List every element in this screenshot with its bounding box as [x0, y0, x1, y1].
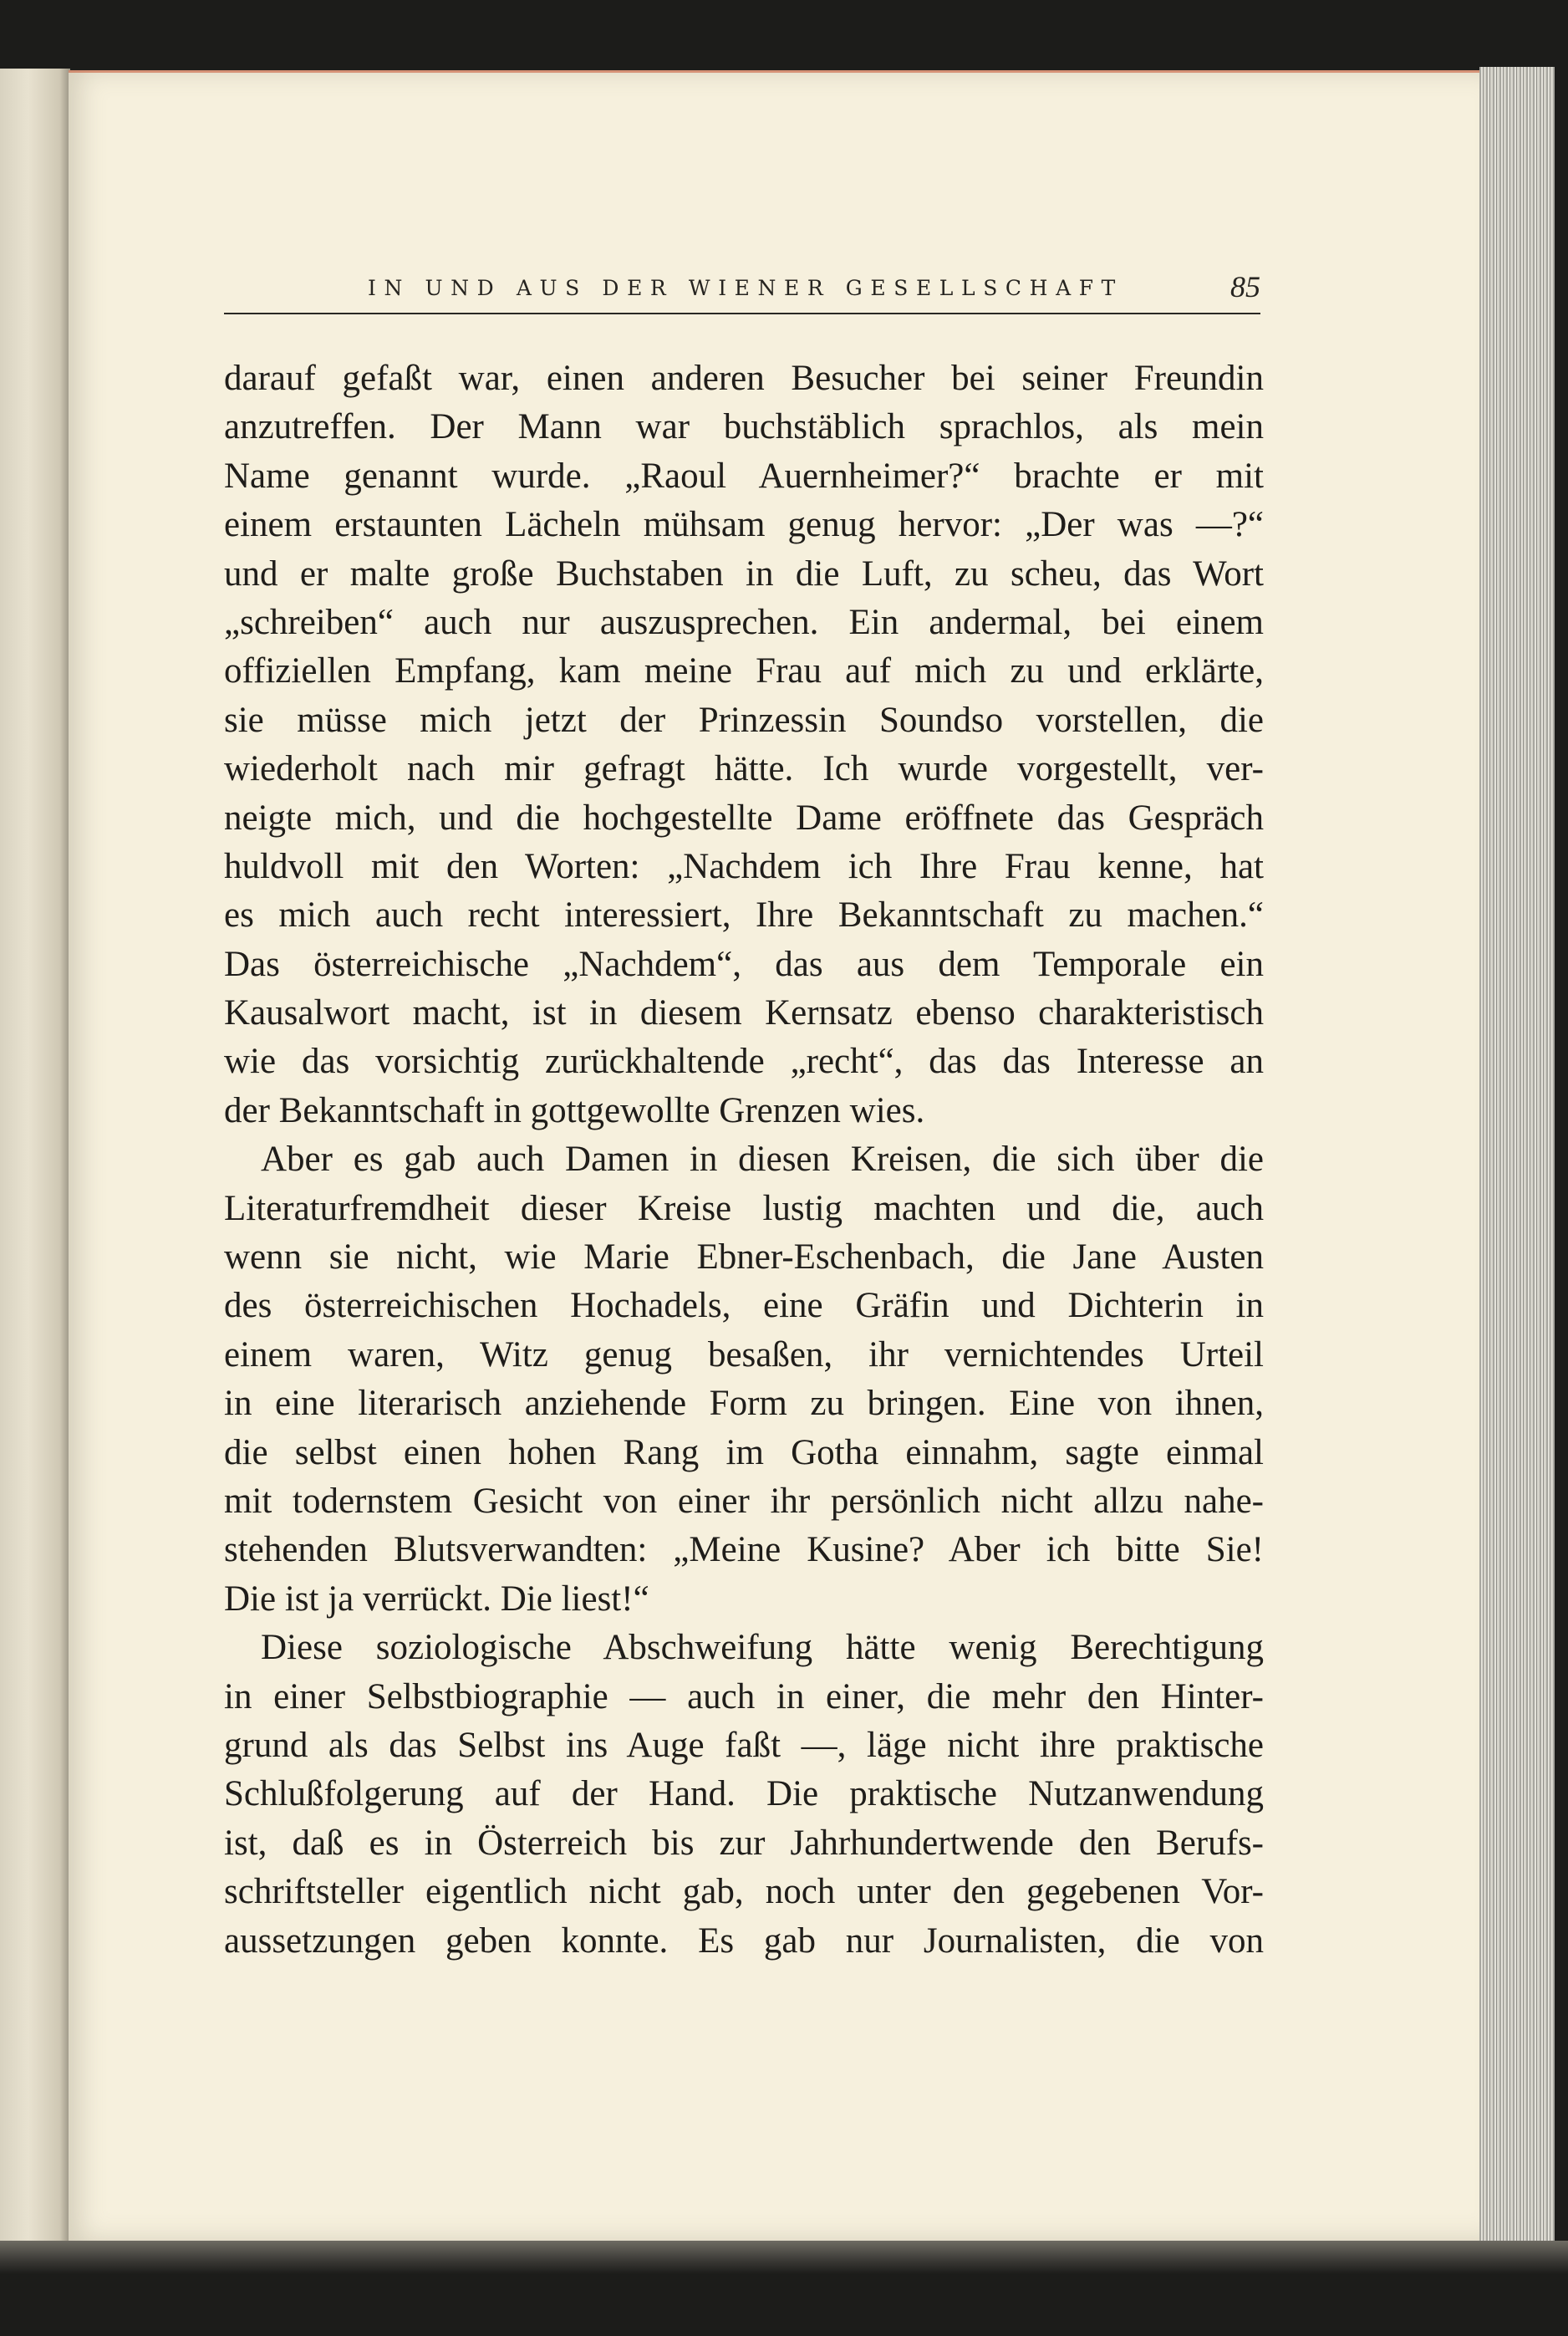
text-line: darauf gefaßt war, einen anderen Besucher bei seiner Freundin	[224, 359, 1264, 398]
text-line: „schreiben“ auch nur auszusprechen. Ein andermal, bei einem	[224, 602, 1264, 642]
text-line: Diese soziologische Abschweifung hätte wenig Berechtigung	[261, 1628, 1264, 1668]
running-head-title: IN UND AUS DER WIENER GESELLSCHAFT	[368, 276, 1123, 300]
text-line: des österreichischen Hochadels, eine Gräfin und Dichterin in	[224, 1286, 1264, 1326]
text-line: mit todernstem Gesicht von einer ihr persönlich nicht allzu nahe-	[224, 1481, 1264, 1521]
text-line: grund als das Selbst ins Auge faßt —, läge nicht ihre praktische	[224, 1725, 1264, 1765]
page-top-edge	[69, 70, 1489, 73]
text-line: Schlußfolgerung auf der Hand. Die praktische Nutzanwendung	[224, 1774, 1264, 1814]
text-line: Literaturfremdheit dieser Kreise lustig machten und die, auch	[224, 1188, 1264, 1228]
text-line: Das österreichische „Nachdem“, das aus dem Temporale ein	[224, 944, 1264, 984]
text-line: Die ist ja verrückt. Die liest!“	[224, 1579, 649, 1619]
text-line: huldvoll mit den Worten: „Nachdem ich Ihre Frau kenne, hat	[224, 846, 1264, 886]
page-fore-edge	[1479, 67, 1555, 2249]
running-head-rule	[224, 313, 1260, 314]
page-bottom-edge	[0, 2241, 1568, 2274]
text-line: wenn sie nicht, wie Marie Ebner-Eschenbach, die Jane Austen	[224, 1237, 1264, 1278]
page-number: 85	[1230, 270, 1260, 303]
text-line: einem erstaunten Lächeln mühsam genug hervor: „Der was —?“	[224, 505, 1264, 545]
text-line: stehenden Blutsverwandten: „Meine Kusine? Aber ich bitte Sie!	[224, 1530, 1264, 1570]
text-line: einem waren, Witz genug besaßen, ihr vernichtendes Urteil	[224, 1334, 1264, 1375]
text-line: es mich auch recht interessiert, Ihre Bekanntschaft zu machen.“	[224, 895, 1264, 936]
text-line: wiederholt nach mir gefragt hätte. Ich wurde vorgestellt, ver-	[224, 749, 1264, 789]
text-line: ist, daß es in Österreich bis zur Jahrhundertwende den Berufs-	[224, 1823, 1264, 1863]
text-line: in eine literarisch anziehende Form zu bringen. Eine von ihnen,	[224, 1384, 1264, 1424]
text-line: schriftsteller eigentlich nicht gab, noch unter den gegebenen Vor-	[224, 1872, 1264, 1912]
text-line: Kausalwort macht, ist in diesem Kernsatz ebenso charakteristisch	[224, 993, 1264, 1033]
text-line: anzutreffen. Der Mann war buchstäblich sprachlos, als mein	[224, 407, 1264, 447]
text-line: offiziellen Empfang, kam meine Frau auf mich zu und erklärte,	[224, 651, 1264, 691]
text-line: sie müsse mich jetzt der Prinzessin Soundso vorstellen, die	[224, 700, 1264, 740]
text-line: der Bekanntschaft in gottgewollte Grenzen wies.	[224, 1090, 925, 1130]
text-line: Name genannt wurde. „Raoul Auernheimer?“ brachte er mit	[224, 456, 1264, 496]
text-line: neigte mich, und die hochgestellte Dame eröffnete das Gespräch	[224, 798, 1264, 838]
text-line: wie das vorsichtig zurückhaltende „recht“, das das Interesse an	[224, 1042, 1264, 1082]
text-line: in einer Selbstbiographie — auch in einer, die mehr den Hinter-	[224, 1676, 1264, 1716]
text-line: die selbst einen hohen Rang im Gotha einnahm, sagte einmal	[224, 1432, 1264, 1472]
text-line: aussetzungen geben konnte. Es gab nur Journalisten, die von	[224, 1920, 1264, 1961]
body-text	[224, 354, 1264, 1966]
running-head	[224, 264, 1260, 314]
left-page-edge	[0, 69, 70, 2242]
text-line: und er malte große Buchstaben in die Luft, zu scheu, das Wort	[224, 553, 1264, 594]
text-line: Aber es gab auch Damen in diesen Kreisen, die sich über die	[261, 1140, 1264, 1180]
